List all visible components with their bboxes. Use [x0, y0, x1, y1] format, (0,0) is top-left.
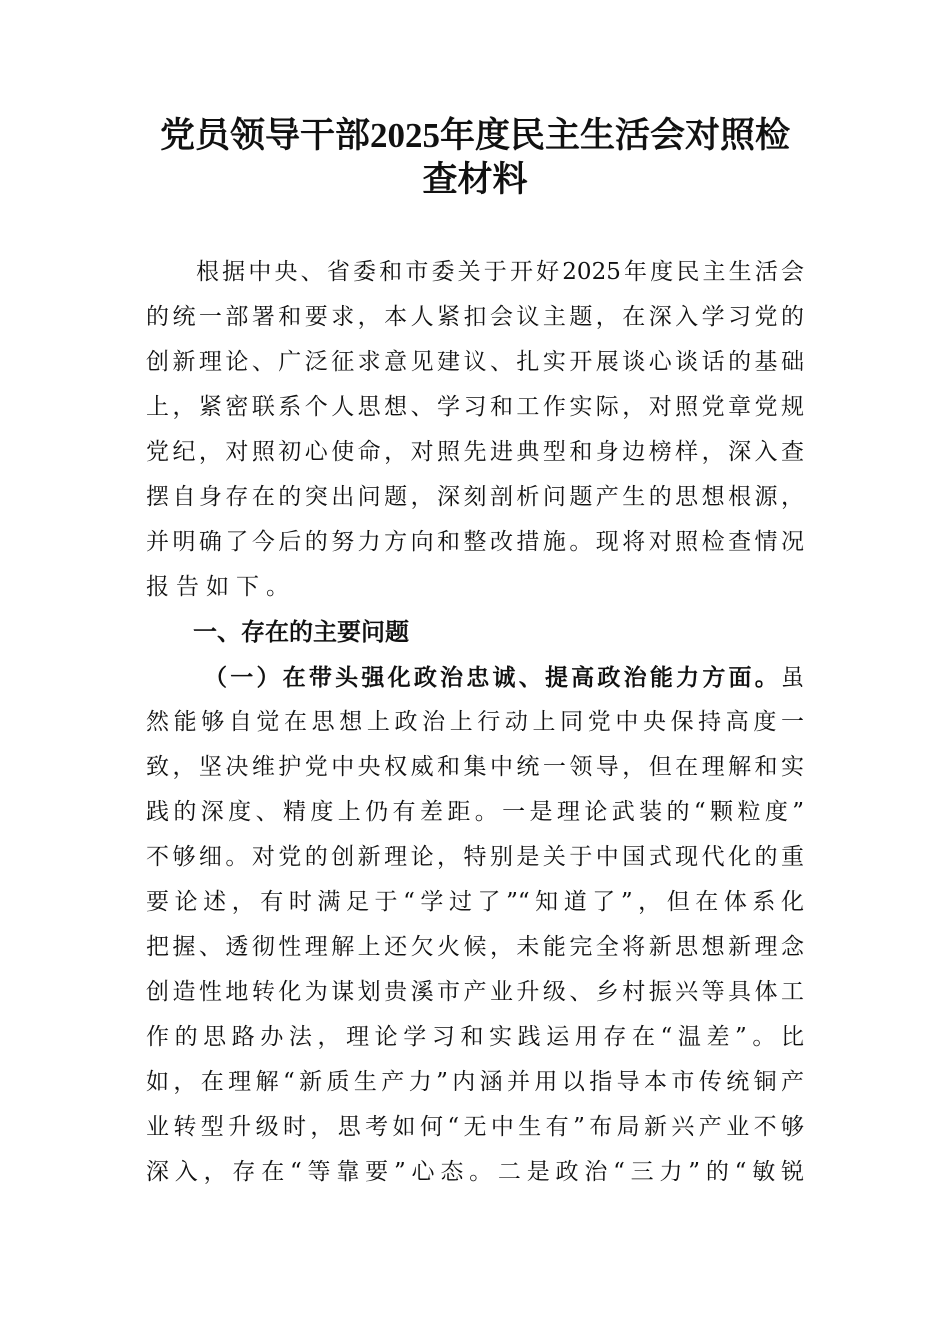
- text-line: 践的深度、精度上仍有差距。一是理论武装的“颗粒度”: [146, 799, 804, 825]
- subsection-text-start: 虽: [781, 665, 804, 691]
- text-line: 不够细。对党的创新理论，特别是关于中国式现代化的重: [146, 844, 804, 870]
- text-line: 然能够自觉在思想上政治上行动上同党中央保持高度一: [146, 709, 804, 735]
- intro-paragraph: [146, 250, 804, 1195]
- title-line-2: 查材料: [422, 160, 528, 199]
- text-line: 并明确了今后的努力方向和整改措施。现将对照检查情况: [146, 529, 804, 555]
- text-line: 根据中央、省委和市委关于开好2025年度民主生活会: [196, 259, 804, 285]
- text-line: 摆自身存在的突出问题，深刻剖析问题产生的思想根源，: [146, 484, 804, 510]
- text-line: 致，坚决维护党中央权威和集中统一领导，但在理解和实: [146, 754, 804, 780]
- text-line: 上，紧密联系个人思想、学习和工作实际，对照党章党规: [146, 394, 804, 420]
- text-line: 把握、透彻性理解上还欠火候，未能完全将新思想新理念: [146, 934, 804, 960]
- text-line: 的统一部署和要求，本人紧扣会议主题，在深入学习党的: [146, 304, 804, 330]
- subsection-title: （一）在带头强化政治忠诚、提高政治能力方面。: [204, 664, 781, 691]
- subsection-first-line: [146, 655, 804, 700]
- text-line: 党纪，对照初心使命，对照先进典型和身边榜样，深入查: [146, 439, 804, 465]
- text-line: 创造性地转化为谋划贵溪市产业升级、乡村振兴等具体工: [146, 979, 804, 1005]
- title-line-1: 党员领导干部2025年度民主生活会对照检: [159, 116, 790, 155]
- text-line: 创新理论、广泛征求意见建议、扎实开展谈心谈话的基础: [146, 349, 804, 375]
- text-line: 要论述，有时满足于“学过了”“知道了”，但在体系化: [146, 889, 804, 915]
- section-heading: 一、存在的主要问题: [193, 618, 409, 646]
- text-line: 业转型升级时，思考如何“无中生有”布局新兴产业不够: [146, 1114, 804, 1140]
- text-line: 如，在理解“新质生产力”内涵并用以指导本市传统铜产: [146, 1069, 804, 1095]
- document-title: [130, 114, 820, 202]
- text-line: 报告如下。: [146, 574, 296, 600]
- text-line: 深入，存在“等靠要”心态。二是政治“三力”的“敏锐: [146, 1159, 804, 1185]
- text-line: 作的思路办法，理论学习和实践运用存在“温差”。比: [146, 1024, 804, 1050]
